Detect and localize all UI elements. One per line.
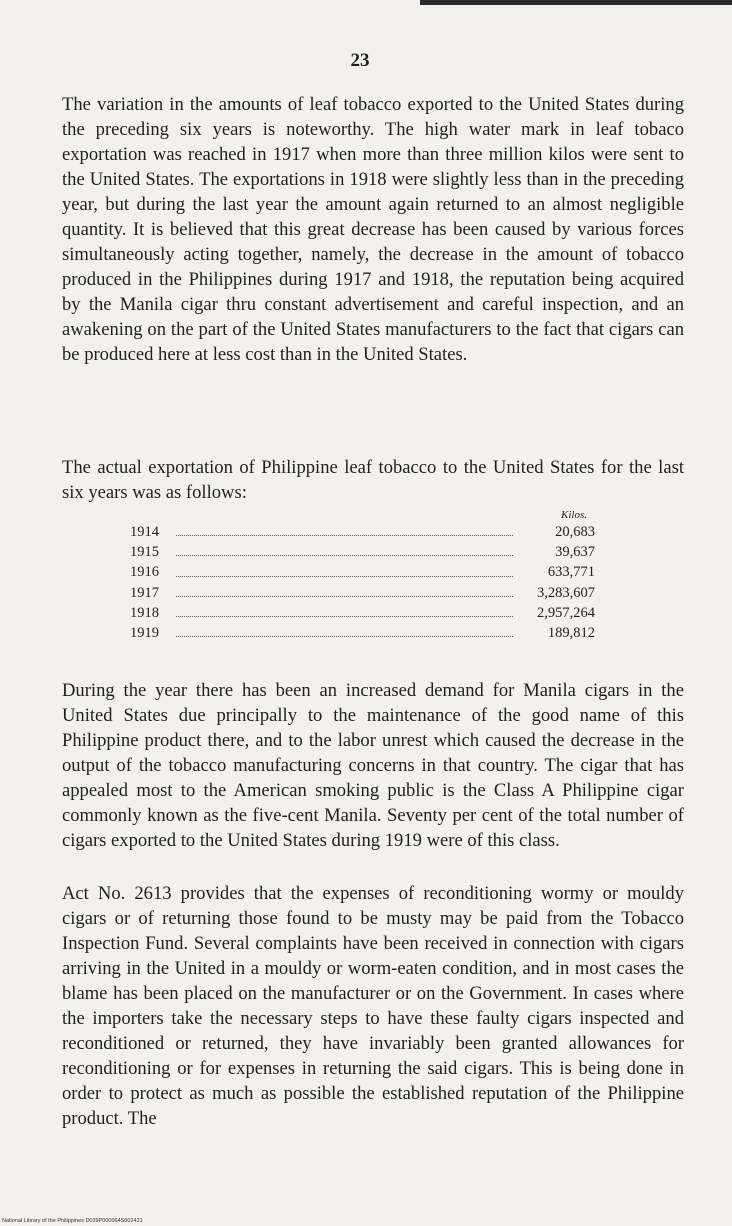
page-number: 23 (350, 50, 370, 71)
year-cell: 1914 (130, 524, 159, 540)
year-cell: 1916 (130, 564, 159, 581)
table-row (130, 623, 595, 643)
paragraph-actual-exportation: The actual exportation of Philippine leaf tobacco to the United States for the last six years was as follows: (62, 457, 684, 503)
table-row (130, 542, 595, 562)
paragraph-act-2613: Act No. 2613 provides that the expenses of reconditioning wormy or mouldy cigars or of returning those found to be musty may be paid from the Tobacco Inspection Fund. Several complaints have been received in connection with cigars arriving in the United in a mouldy or worm-eaten condition, and in most cases the blame has been placed on the manufacturer or on the Government. In cases where the importers take the necessary steps to have these faulty cigars inspected and reconditioned or returned, they have invariably been granted allowances for reconditioning or for expenses in returning the said cigars. This is being done in order to protect as much as possible the established reputation of the Philippine product. The (62, 883, 684, 1129)
dot-leader (176, 595, 513, 597)
amount-cell: 39,637 (555, 544, 595, 561)
dot-leader (176, 615, 513, 617)
amount-cell: 2,957,264 (537, 604, 595, 621)
export-table (130, 509, 595, 643)
amount-cell: 189,812 (547, 624, 595, 641)
unit-header: Kilos. (561, 509, 587, 521)
amount-cell: 20,683 (555, 524, 595, 540)
top-edge-rule (420, 0, 732, 5)
year-cell: 1918 (130, 604, 159, 621)
amount-cell: 3,283,607 (537, 584, 595, 601)
year-cell: 1917 (130, 584, 159, 601)
dot-leader (176, 575, 513, 577)
year-cell: 1919 (130, 624, 159, 641)
archive-footer: National Library of the Philippines D039P000064S002431 (2, 1218, 143, 1224)
table-row (130, 562, 595, 582)
table-row (130, 522, 595, 542)
table-row (130, 583, 595, 603)
dot-leader (176, 554, 513, 556)
table-row (130, 603, 595, 623)
paragraph-increased-demand: During the year there has been an increased demand for Manila cigars in the United States due principally to the maintenance of the good name of this Philippine product there, and to the labor unrest which caused the decrease in the output of the tobacco manufacturing concerns in that country. The cigar that has appealed most to the American smoking public is the Class A Philippine cigar commonly known as the five-cent Manila. Seventy per cent of the total number of cigars exported to the United States during 1919 were of this class. (62, 680, 684, 851)
paragraph-variation: The variation in the amounts of leaf tobacco exported to the United States during the preceding six years is noteworthy. The high water mark in leaf tobaco exportation was reached in 1917 when more than three million kilos were sent to the United States. The exportations in 1918 were slightly less than in the preceding year, but during the last year the amount again returned to an almost negligible quantity. It is believed that this great decrease has been caused by various forces simultaneously acting together, namely, the decrease in the amount of tobacco produced in the Philippines during 1917 and 1918, the reputation being acquired by the Manila cigar thru constant advertisement and careful inspection, and an awakening on the part of the United States manufacturers to the fact that cigars can be produced here at less cost than in the United States. (62, 94, 684, 365)
dot-leader (176, 635, 513, 637)
dot-leader (176, 534, 513, 536)
amount-cell: 633,771 (547, 564, 595, 581)
year-cell: 1915 (130, 544, 159, 561)
